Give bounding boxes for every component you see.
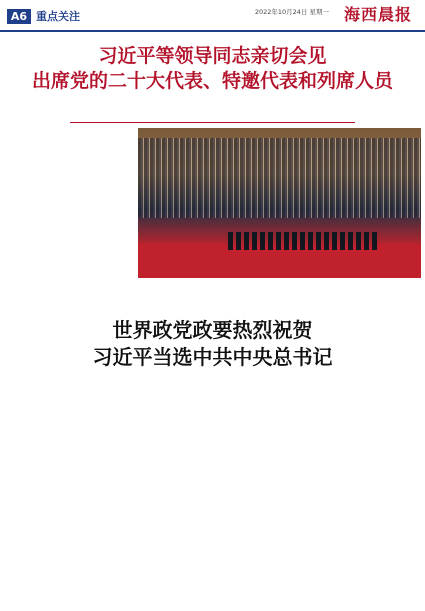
article-bottom-columns [14,405,414,595]
main-headline [0,44,425,94]
article-column [116,405,212,592]
second-headline [0,317,425,371]
audience-rows [138,138,421,218]
article-left-column [14,134,132,137]
article-column [14,405,110,592]
masthead [0,0,425,32]
dateline: 2022年10月24日 星期一 [254,8,329,16]
page-number: A6 [7,9,31,24]
headline-rule [70,122,355,123]
newspaper-logo: 海西晨报 [343,5,412,24]
news-photo [138,128,421,278]
section-title: 重点关注 [36,10,80,23]
leaders-row [228,232,378,250]
second-headline-line2: 习近平当选中共中央总书记 [92,345,333,369]
second-headline-line1: 世界政党政要热烈祝贺 [112,318,313,342]
article-column [217,405,313,592]
main-headline-line2: 出席党的二十大代表、特邀代表和列席人员 [31,70,393,92]
main-headline-line1: 习近平等领导同志亲切会见 [98,45,327,67]
article-column [319,405,415,592]
